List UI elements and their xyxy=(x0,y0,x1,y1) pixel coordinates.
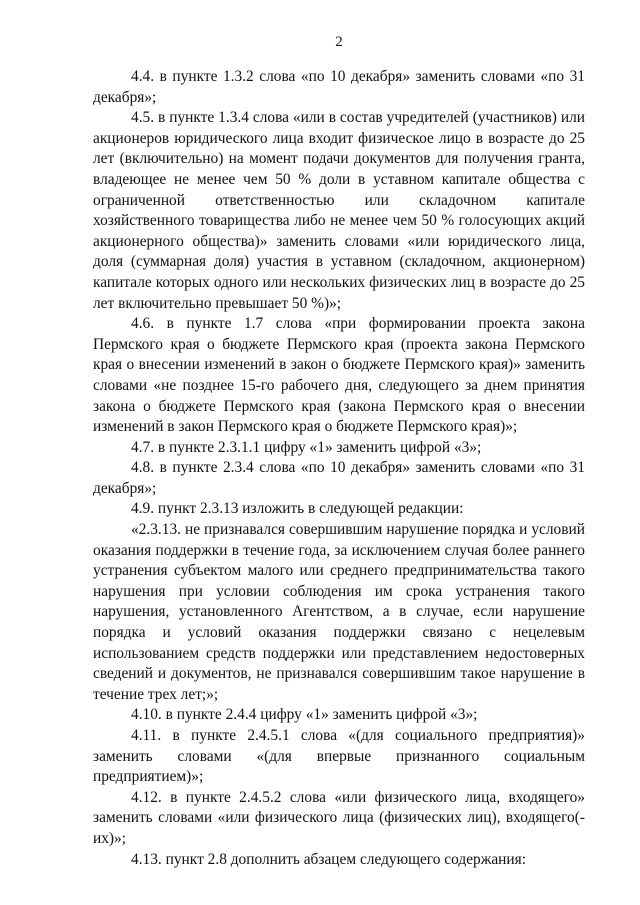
paragraph-4-11: 4.11. в пункте 2.4.5.1 слова «(для социального предприятия)» заменить словами «(для впервые признанного социальным предприятием)»; xyxy=(93,727,585,786)
paragraph-4-9: 4.9. пункт 2.3.13 изложить в следующей редакции: xyxy=(131,500,464,518)
paragraph-4-5: 4.5. в пункте 1.3.4 слова «или в состав учредителей (участников) или акционеров юридического лица входит физическое лицо в возрасте до 25 лет (включительно) на момент подачи документов для получения гранта, владеющее не менее чем 50 % доли в уставном капитале общества с ограниченной ответственностью или складочном капитале хозяйственного товарищества либо не менее чем 50 % голосующих акций акционерного общества)» заменить словами «или юридического лица, доля (суммарная доля) участия в уставном (складочном, акционерном) капитале которых одного или нескольких физических лиц в возрасте до 25 лет включительно превышает 50 %)»; xyxy=(93,109,585,312)
paragraph-4-6: 4.6. в пункте 1.7 слова «при формировании проекта закона Пермского края о бюджете Пермского края (проекта закона Пермского края о внесении изменений в закон о бюджете Пермского края)» заменить словами «не позднее 15-го рабочего дня, следующего за днем принятия закона о бюджете Пермского края (закона Пермского края о внесении изменений в закон Пермского края о бюджете Пермского края)»; xyxy=(93,315,585,436)
paragraph-2-3-13-text: «2.3.13. не признавался совершившим нарушение порядка и условий оказания поддержки в течение года, за исключением случая более раннего устранения субъектом малого или среднего предпринимательства такого нарушения при условии соблюдения им срока устранения такого нарушения, установленного Агентством, а в случае, если нарушение порядка и условий оказания поддержки связано с нецелевым использованием средств поддержки или представлением недостоверных сведений и документов, не признавался совершившим такое нарушение в течение трех лет;»; xyxy=(93,521,585,703)
page-number: 2 xyxy=(335,34,343,50)
paragraph-4-10: 4.10. в пункте 2.4.4 цифру «1» заменить цифрой «3»; xyxy=(131,706,478,724)
paragraph-4-13: 4.13. пункт 2.8 дополнить абзацем следующего содержания: xyxy=(131,850,527,868)
paragraph-4-12: 4.12. в пункте 2.4.5.2 слова «или физического лица, входящего» заменить словами «или физического лица (физических лиц), входящего(-их)»; xyxy=(93,788,585,847)
paragraph-4-7: 4.7. в пункте 2.3.1.1 цифру «1» заменить цифрой «3»; xyxy=(131,438,482,456)
paragraph-4-8: 4.8. в пункте 2.3.4 слова «по 10 декабря» заменить словами «по 31 декабря»; xyxy=(93,459,585,497)
paragraph-4-4: 4.4. в пункте 1.3.2 слова «по 10 декабря» заменить словами «по 31 декабря»; xyxy=(93,68,585,106)
